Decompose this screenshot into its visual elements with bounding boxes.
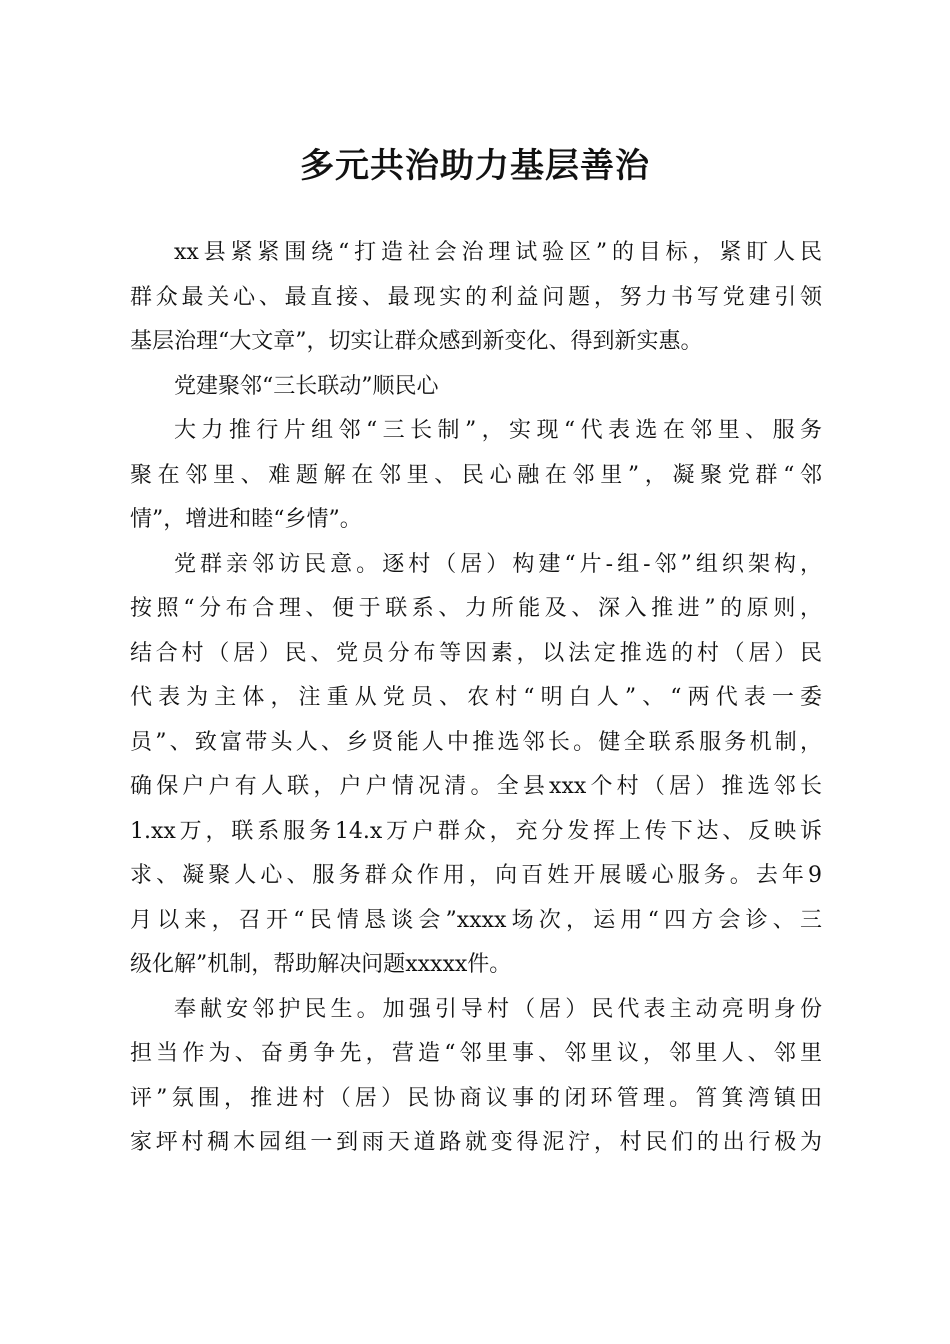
text-line: 代表为主体，注重从党员、农村“明白人”、“两代表一委: [130, 685, 822, 710]
text-line: 确保户户有人联，户户情况清。全县xxx个村（居）推选邻长: [130, 774, 822, 799]
text-line: 党群亲邻访民意。逐村（居）构建“片-组-邻”组织架构，: [174, 551, 822, 577]
text-line: 级化解”机制，帮助解决问题xxxxx件。: [130, 952, 512, 977]
paragraph: [130, 409, 822, 543]
text-line: 大力推行片组邻“三长制”，实现“代表选在邻里、服务: [174, 418, 822, 443]
text-line: 评”氛围，推进村（居）民协商议事的闭环管理。筲箕湾镇田: [130, 1085, 822, 1111]
text-line: 求、凝聚人心、服务群众作用，向百姓开展暖心服务。去年9: [130, 863, 822, 888]
section-heading: [130, 365, 822, 410]
text-line: xx县紧紧围绕“打造社会治理试验区”的目标，紧盯人民: [174, 240, 822, 265]
document-body: [130, 231, 822, 1166]
text-line: 群众最关心、最直接、最现实的利益问题，努力书写党建引领: [130, 284, 822, 310]
paragraph: [130, 988, 822, 1166]
text-line: 员”、致富带头人、乡贤能人中推选邻长。健全联系服务机制，: [130, 729, 822, 755]
text-line: 基层治理“大文章”，切实让群众感到新变化、得到新实惠。: [130, 329, 703, 354]
text-line: 情”，增进和睦“乡情”。: [130, 507, 362, 532]
document-title: 多元共治助力基层善治: [300, 146, 650, 186]
text-line: 奉献安邻护民生。加强引导村（居）民代表主动亮明身份: [174, 996, 822, 1022]
text-line: 1.xx万，联系服务14.x万户群众，充分发挥上传下达、反映诉: [130, 818, 822, 844]
text-line: 月以来，召开“民情恳谈会”xxxx场次，运用“四方会诊、三: [130, 907, 822, 933]
text-line: 党建聚邻“三长联动”顺民心: [174, 373, 439, 399]
text-line: 结合村（居）民、党员分布等因素，以法定推选的村（居）民: [130, 640, 822, 666]
text-line: 担当作为、奋勇争先，营造“邻里事、邻里议，邻里人、邻里: [130, 1041, 822, 1066]
text-line: 家坪村稠木园组一到雨天道路就变得泥泞，村民们的出行极为: [130, 1130, 822, 1155]
text-line: 聚在邻里、难题解在邻里、民心融在邻里”，凝聚党群“邻: [130, 462, 822, 488]
text-line: 按照“分布合理、便于联系、力所能及、深入推进”的原则，: [130, 596, 822, 621]
paragraph: [130, 543, 822, 988]
paragraph: [130, 231, 822, 365]
